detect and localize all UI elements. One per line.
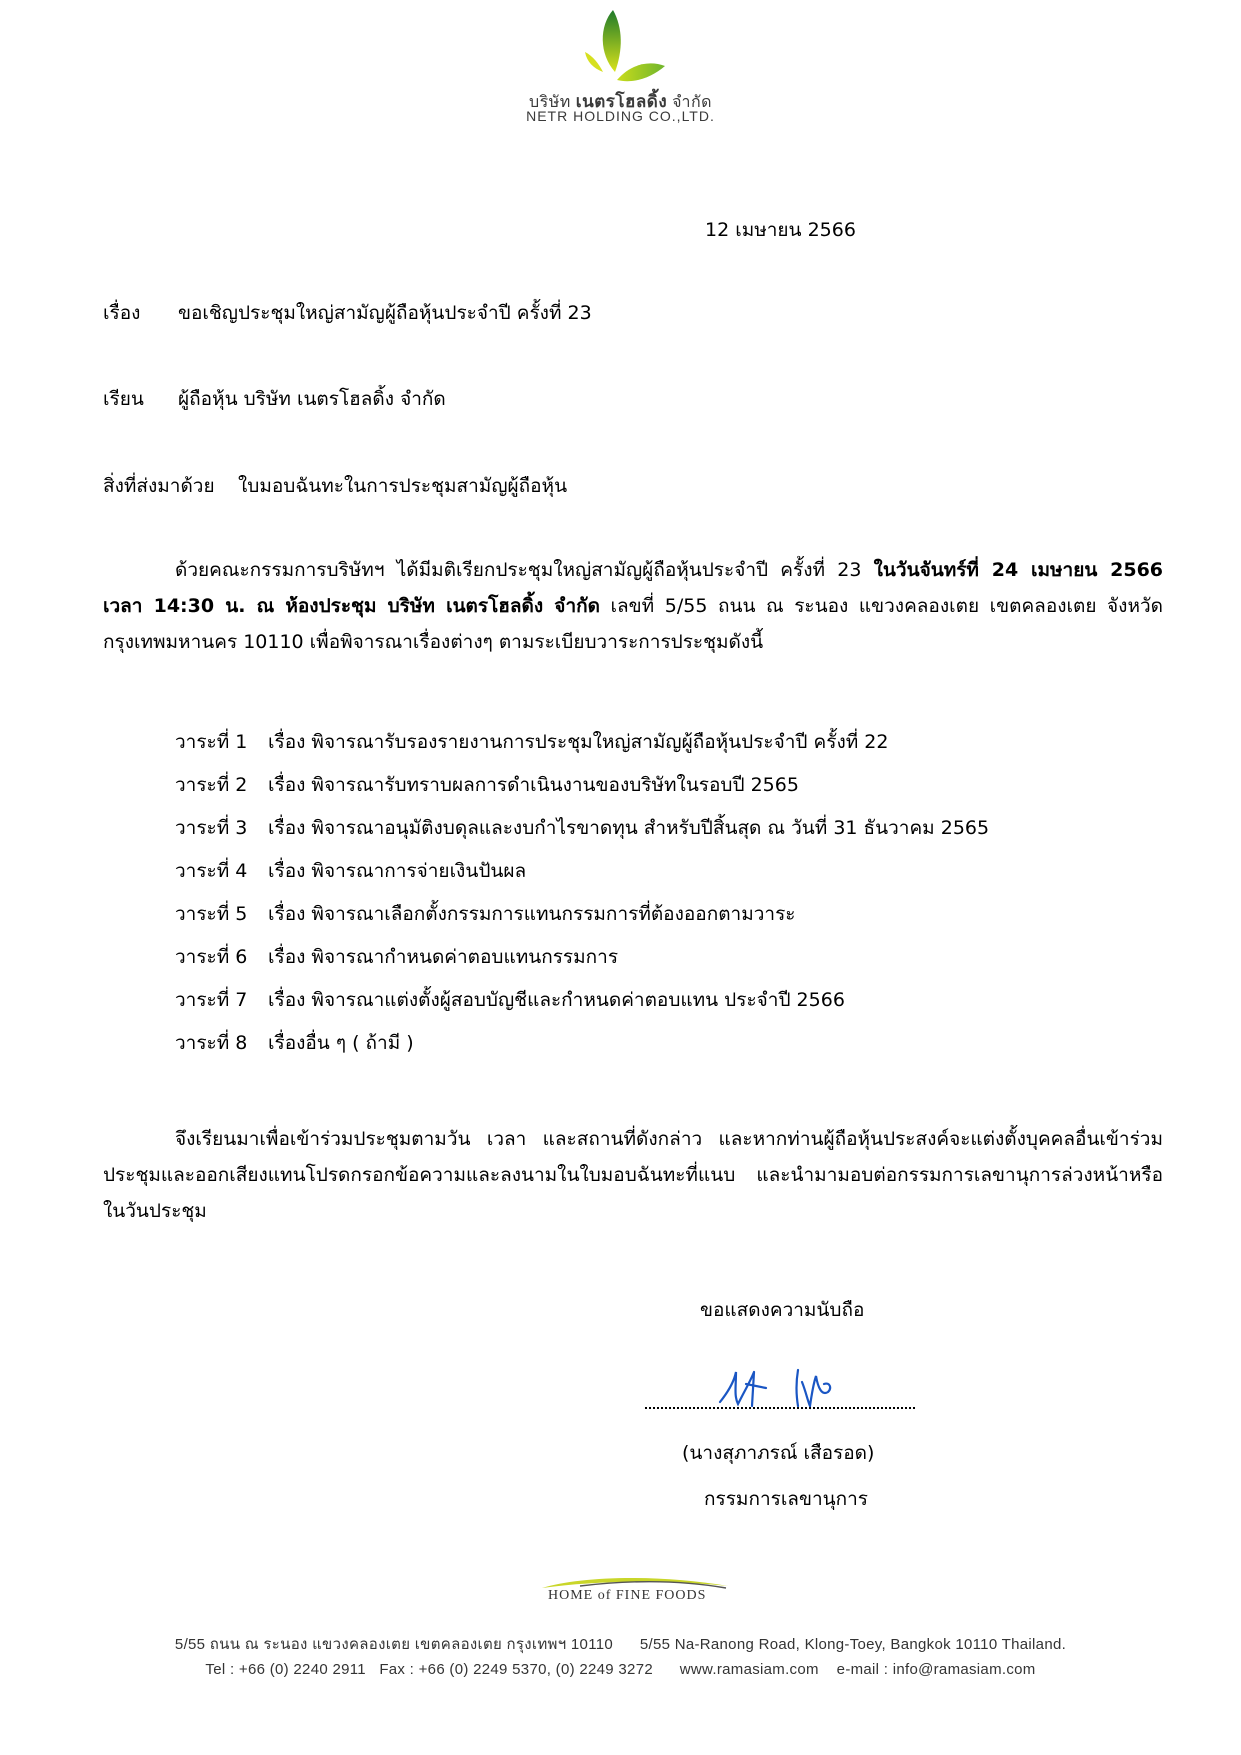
agenda-item: วาระที่ 8 เรื่องอื่น ๆ ( ถ้ามี )	[175, 1032, 414, 1054]
agenda-item: วาระที่ 5 เรื่อง พิจารณาเลือกตั้งกรรมการแทนกรรมการที่ต้องออกตามวาระ	[175, 903, 796, 925]
leaf-logo-icon	[565, 6, 675, 86]
handwritten-signature	[710, 1362, 850, 1412]
subject-label: เรื่อง	[103, 302, 141, 324]
agenda-item: วาระที่ 7 เรื่อง พิจารณาแต่งตั้งผู้สอบบัญชีและกำหนดค่าตอบแทน ประจำปี 2566	[175, 989, 845, 1011]
intro-paragraph: ด้วยคณะกรรมการบริษัทฯ ได้มีมติเรียกประชุมใหญ่สามัญผู้ถือหุ้นประจำปี ครั้งที่ 23 ในวันจันทร์ที่ 24 เมษายน 2566 เวลา 14:30 น. ณ ห้องประชุม บริษัท เนตรโฮลดิ้ง จำกัด เลขที่ 5/55 ถนน ณ ระนอง แขวงคลองเตย เขตคลองเตย จังหวัดกรุงเทพมหานคร 10110 เพื่อพิจารณาเรื่องต่างๆ ตามระเบียบวาระการประชุมดังนี้	[103, 559, 1164, 653]
letter-date: 12 เมษายน 2566	[705, 219, 856, 241]
meeting-datetime-location: ในวันจันทร์ที่ 24 เมษายน 2566 เวลา 14:30 น. ณ ห้องประชุม บริษัท เนตรโฮลดิ้ง จำกัด	[103, 559, 1164, 617]
website-link[interactable]: www.ramasiam.com	[679, 1661, 819, 1678]
company-name-thai: บริษัท เนตรโฮลดิ้ง จำกัด	[528, 92, 713, 111]
signoff-text: ขอแสดงความนับถือ	[700, 1299, 865, 1321]
enclosure-label: สิ่งที่ส่งมาด้วย	[103, 475, 215, 497]
company-logo	[0, 0, 1241, 130]
footer-contacts: Tel : +66 (0) 2240 2911 Fax : +66 (0) 2249 5370, (0) 2249 3272 www.ramasiam.com e-mail : info@ramasiam.com	[205, 1661, 1036, 1678]
agenda-item: วาระที่ 3 เรื่อง พิจารณาอนุมัติงบดุลและงบกำไรขาดทุน สำหรับปีสิ้นสุด ณ วันที่ 31 ธันวาคม 2565	[175, 817, 990, 839]
company-name-english: NETR HOLDING CO.,LTD.	[526, 108, 715, 124]
agenda-item: วาระที่ 4 เรื่อง พิจารณาการจ่ายเงินปันผล	[175, 860, 527, 882]
footer-tagline: HOME of FINE FOODS	[548, 1588, 707, 1603]
agenda-item: วาระที่ 2 เรื่อง พิจารณารับทราบผลการดำเนินงานของบริษัทในรอบปี 2565	[175, 774, 799, 796]
enclosure-text: ใบมอบฉันทะในการประชุมสามัญผู้ถือหุ้น	[238, 475, 568, 497]
subject-text: ขอเชิญประชุมใหญ่สามัญผู้ถือหุ้นประจำปี ครั้งที่ 23	[178, 302, 592, 324]
recipient-label: เรียน	[103, 388, 144, 410]
email-link[interactable]: e-mail : info@ramasiam.com	[836, 1661, 1036, 1678]
agenda-item: วาระที่ 1 เรื่อง พิจารณารับรองรายงานการประชุมใหญ่สามัญผู้ถือหุ้นประจำปี ครั้งที่ 22	[175, 731, 889, 753]
signature-line	[645, 1407, 915, 1409]
recipient-text: ผู้ถือหุ้น บริษัท เนตรโฮลดิ้ง จำกัด	[178, 388, 446, 410]
agenda-item: วาระที่ 6 เรื่อง พิจารณากำหนดค่าตอบแทนกรรมการ	[175, 946, 619, 968]
signer-name: (นางสุภาภรณ์ เสือรอด)	[682, 1442, 875, 1464]
signer-title: กรรมการเลขานุการ	[704, 1488, 868, 1510]
closing-paragraph: จึงเรียนมาเพื่อเข้าร่วมประชุมตามวัน เวลา และสถานที่ดังกล่าว และหากท่านผู้ถือหุ้นประสงค์จะแต่งตั้งบุคคลอื่นเข้าร่วมประชุมและออกเสียงแทนโปรดกรอกข้อความและลงนามในใบมอบฉันทะที่แนบ และนำมามอบต่อกรรมการเลขานุการล่วงหน้าหรือในวันประชุม	[103, 1128, 1163, 1222]
footer-address: 5/55 ถนน ณ ระนอง แขวงคลองเตย เขตคลองเตย กรุงเทพฯ 10110 5/55 Na-Ranong Road, Klong-Toey, Bangkok 10110 Thailand.	[174, 1636, 1067, 1653]
